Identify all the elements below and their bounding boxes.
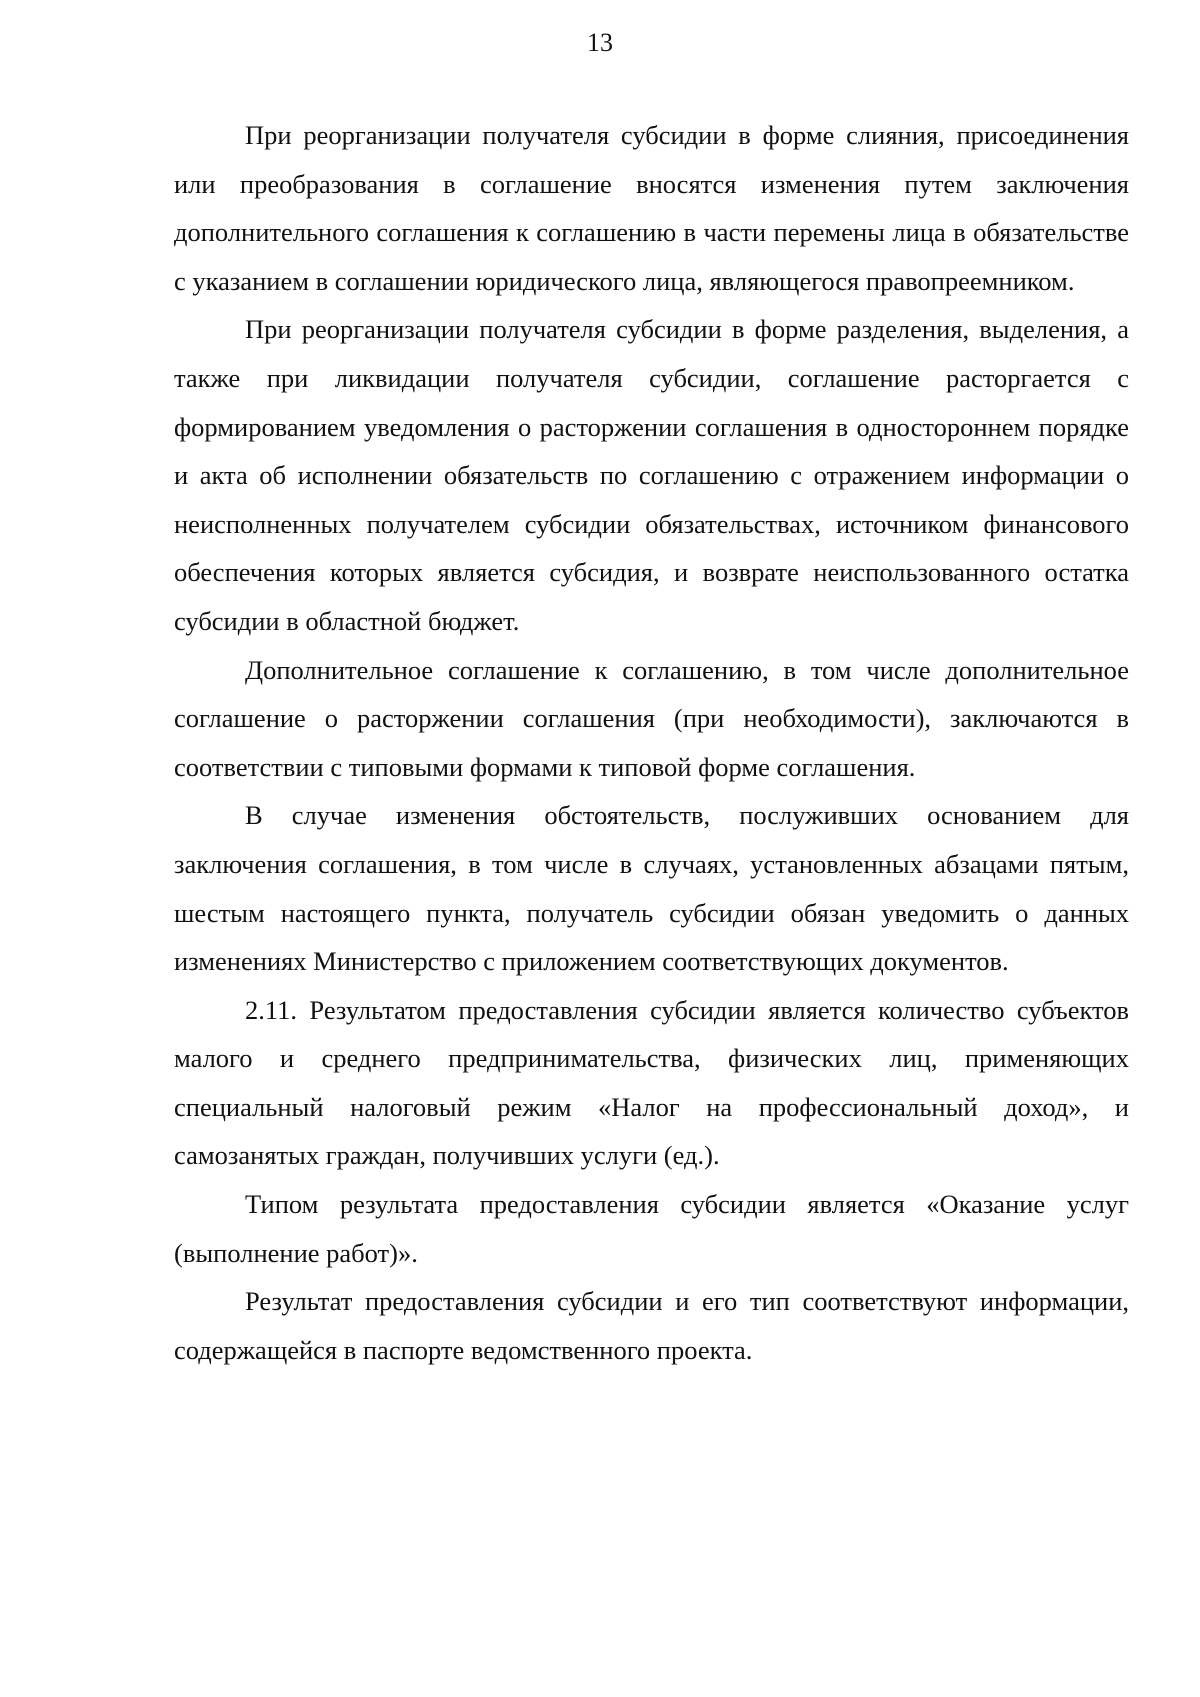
page-number: 13 — [587, 28, 613, 57]
paragraph-change-of-circumstances: В случае изменения обстоятельств, послуживших основанием для заключения соглашения, в том числе в случаях, установленных абзацами пятым, шестым настоящего пункта, получатель субсидии обязан уведомить о данных изменениях Министерство с приложением соответствующих документов. — [174, 800, 1129, 977]
paragraph-reorganization-division: При реорганизации получателя субсидии в форме разделения, выделения, а также при ликвидации получателя субсидии, соглашение расторгается с формированием уведомления о расторжении соглашения в одностороннем порядке и акта об исполнении обязательств по соглашению с отражением информации о неисполненных получателем субсидии обязательствах, источником финансового обеспечения которых является субсидия, и возврате неиспользованного остатка субсидии в областной бюджет. — [174, 314, 1129, 636]
paragraph-subsidy-result: 2.11. Результатом предоставления субсидии является количество субъектов малого и среднего предпринимательства, физических лиц, применяющих специальный налоговый режим «Налог на профессиональный доход», и самозанятых граждан, получивших услуги (ед.). — [174, 994, 1129, 1171]
paragraph-additional-agreement: Дополнительное соглашение к соглашению, в том числе дополнительное соглашение о расторжении соглашения (при необходимости), заключаются в соответствии с типовыми формами к типовой форме соглашения. — [174, 654, 1129, 782]
paragraph-reorganization-merger: При реорганизации получателя субсидии в форме слияния, присоединения или преобразования в соглашение вносятся изменения путем заключения дополнительного соглашения к соглашению в части перемены лица в обязательстве с указанием в соглашении юридического лица, являющегося правопреемником. — [174, 120, 1129, 296]
paragraph-result-compliance: Результат предоставления субсидии и его тип соответствуют информации, содержащейся в паспорте ведомственного проекта. — [174, 1286, 1129, 1365]
document-body — [174, 111, 1129, 1374]
paragraph-result-type: Типом результата предоставления субсидии является «Оказание услуг (выполнение работ)». — [174, 1189, 1129, 1268]
